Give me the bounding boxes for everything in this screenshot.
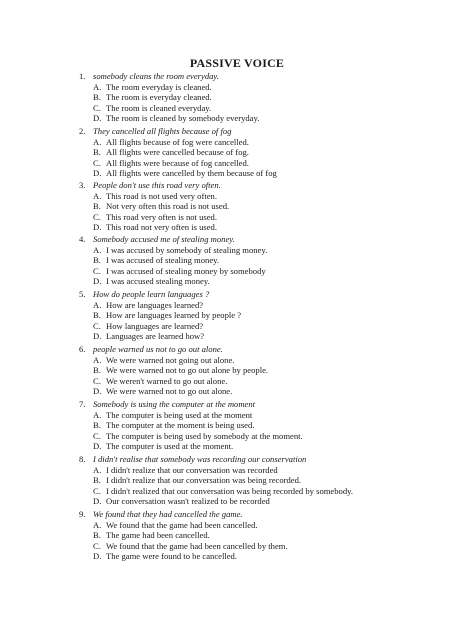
answer-option: [93, 320, 204, 331]
answer-option: [93, 276, 210, 287]
option-text: How are languages learned by people ?: [106, 310, 242, 321]
option-letter: A.: [93, 81, 102, 92]
question-prompt: [79, 180, 221, 190]
question-text: Somebody is using the computer at the moment: [93, 399, 256, 409]
question-prompt: [79, 344, 223, 354]
option-text: I didn't realized that our conversation was being recorded by somebody.: [106, 485, 354, 496]
option-letter: B.: [93, 201, 101, 212]
question-prompt: [79, 399, 256, 409]
option-text: Not very often this road is not used.: [106, 201, 230, 212]
answer-option: [93, 409, 253, 420]
option-letter: B.: [93, 147, 101, 158]
answer-option: [93, 92, 212, 103]
option-text: Languages are learned how?: [106, 331, 205, 342]
page-title: PASSIVE VOICE: [189, 56, 285, 70]
answer-option: [93, 441, 234, 452]
answer-option: [93, 190, 217, 201]
answer-option: [93, 211, 217, 222]
answer-option: [93, 420, 255, 431]
question-prompt: [79, 289, 210, 299]
question-prompt: [79, 454, 307, 464]
question-number: 5.: [79, 289, 86, 299]
option-text: We were warned not to go out alone by people.: [106, 365, 269, 376]
option-letter: C.: [93, 265, 101, 276]
option-letter: C.: [93, 485, 101, 496]
option-text: All flights were because of fog cancelled.: [106, 157, 249, 168]
answer-option: [93, 519, 258, 530]
option-letter: A.: [93, 136, 102, 147]
answer-option: [93, 375, 228, 386]
option-letter: D.: [93, 276, 102, 287]
option-text: I was accused of stealing money.: [106, 255, 220, 266]
option-letter: C.: [93, 430, 101, 441]
option-letter: D.: [93, 168, 102, 179]
question-text: Somebody accused me of stealing money.: [93, 234, 235, 244]
answer-option: [93, 265, 266, 276]
option-letter: A.: [93, 409, 102, 420]
option-text: This road is not used very often.: [106, 190, 217, 201]
option-text: The room is cleaned by somebody everyday.: [106, 113, 260, 124]
option-letter: C.: [93, 102, 101, 113]
answer-option: [93, 113, 260, 124]
option-letter: B.: [93, 365, 101, 376]
option-text: We were warned not to go out alone.: [106, 386, 233, 397]
question-text: How do people learn languages ?: [93, 289, 210, 299]
option-letter: C.: [93, 375, 101, 386]
question-text: We found that they had cancelled the game.: [93, 509, 243, 519]
option-letter: B.: [93, 530, 101, 541]
answer-option: [93, 475, 302, 486]
option-text: I was accused of stealing money by somebody: [106, 265, 266, 276]
option-text: We weren't warned to go out alone.: [106, 375, 228, 386]
answer-option: [93, 201, 230, 212]
option-letter: D.: [93, 222, 102, 233]
question-number: 7.: [79, 399, 86, 409]
answer-option: [93, 386, 233, 397]
question-number: 6.: [79, 344, 86, 354]
option-letter: A.: [93, 354, 102, 365]
option-letter: C.: [93, 540, 101, 551]
option-text: Our conversation wasn't realized to be recorded: [106, 496, 270, 507]
option-text: The room is cleaned everyday.: [106, 102, 212, 113]
option-text: How are languages learned?: [106, 299, 204, 310]
question-prompt: [79, 234, 235, 244]
question-text: They cancelled all flights because of fog: [93, 126, 232, 136]
answer-option: [93, 299, 204, 310]
answer-option: [93, 157, 249, 168]
answer-option: [93, 464, 278, 475]
option-text: How languages are learned?: [106, 320, 204, 331]
answer-option: [93, 244, 268, 255]
answer-option: [93, 168, 277, 179]
option-text: We found that the game had been cancelled.: [106, 519, 258, 530]
answer-option: [93, 147, 249, 158]
option-text: This road not very often is used.: [106, 222, 217, 233]
answer-option: [93, 485, 354, 496]
answer-option: [93, 310, 242, 321]
question-prompt: [79, 509, 243, 519]
option-letter: B.: [93, 310, 101, 321]
question-number: 4.: [79, 234, 86, 244]
answer-option: [93, 81, 212, 92]
option-text: All flights were cancelled because of fog.: [106, 147, 249, 158]
option-letter: D.: [93, 496, 102, 507]
option-text: The computer at the moment is being used.: [106, 420, 255, 431]
option-text: The computer is being used by somebody at the moment.: [106, 430, 303, 441]
option-letter: D.: [93, 551, 102, 562]
option-letter: B.: [93, 255, 101, 266]
answer-option: [93, 540, 288, 551]
question-number: 1.: [79, 71, 86, 81]
answer-option: [93, 136, 249, 147]
option-letter: A.: [93, 464, 102, 475]
answer-option: [93, 365, 269, 376]
option-text: All flights because of fog were cancelled.: [106, 136, 249, 147]
option-letter: B.: [93, 92, 101, 103]
option-letter: C.: [93, 211, 101, 222]
option-text: We found that the game had been cancelled by them.: [106, 540, 288, 551]
option-letter: D.: [93, 331, 102, 342]
option-text: The room everyday is cleaned.: [106, 81, 212, 92]
question-text: People don't use this road very often.: [93, 180, 221, 190]
question-number: 2.: [79, 126, 86, 136]
question-text: I didn't realise that somebody was recording our conservation: [93, 454, 307, 464]
option-letter: B.: [93, 475, 101, 486]
answer-option: [93, 102, 212, 113]
option-text: We were warned not going out alone.: [106, 354, 235, 365]
option-letter: D.: [93, 441, 102, 452]
question-number: 9.: [79, 509, 86, 519]
option-letter: B.: [93, 420, 101, 431]
option-letter: C.: [93, 157, 101, 168]
option-text: I was accused by somebody of stealing money.: [106, 244, 268, 255]
answer-option: [93, 354, 235, 365]
option-text: The game were found to be cancelled.: [106, 551, 237, 562]
option-text: The computer is being used at the moment: [106, 409, 253, 420]
option-letter: C.: [93, 320, 101, 331]
answer-option: [93, 551, 237, 562]
question-number: 3.: [79, 180, 86, 190]
option-text: This road very often is not used.: [106, 211, 217, 222]
answer-option: [93, 530, 210, 541]
option-letter: A.: [93, 244, 102, 255]
answer-option: [93, 496, 270, 507]
option-letter: D.: [93, 386, 102, 397]
question-prompt: [79, 126, 232, 136]
option-letter: A.: [93, 190, 102, 201]
option-text: The computer is used at the moment.: [106, 441, 234, 452]
option-letter: D.: [93, 113, 102, 124]
question-prompt: [79, 71, 219, 81]
question-text: somebody cleans the room everyday.: [93, 71, 219, 81]
answer-option: [93, 430, 303, 441]
option-letter: A.: [93, 299, 102, 310]
option-letter: A.: [93, 519, 102, 530]
option-text: All flights were cancelled by them because of fog: [106, 168, 277, 179]
option-text: I was accused stealing money.: [106, 276, 210, 287]
option-text: The game had been cancelled.: [106, 530, 210, 541]
option-text: The room is everyday cleaned.: [106, 92, 212, 103]
answer-option: [93, 255, 220, 266]
option-text: I didn't realize that our conversation was recorded: [106, 464, 278, 475]
answer-option: [93, 331, 205, 342]
answer-option: [93, 222, 217, 233]
question-number: 8.: [79, 454, 86, 464]
option-text: I didn't realize that our conversation was being recorded.: [106, 475, 302, 486]
question-text: people warned us not to go out alone.: [93, 344, 223, 354]
